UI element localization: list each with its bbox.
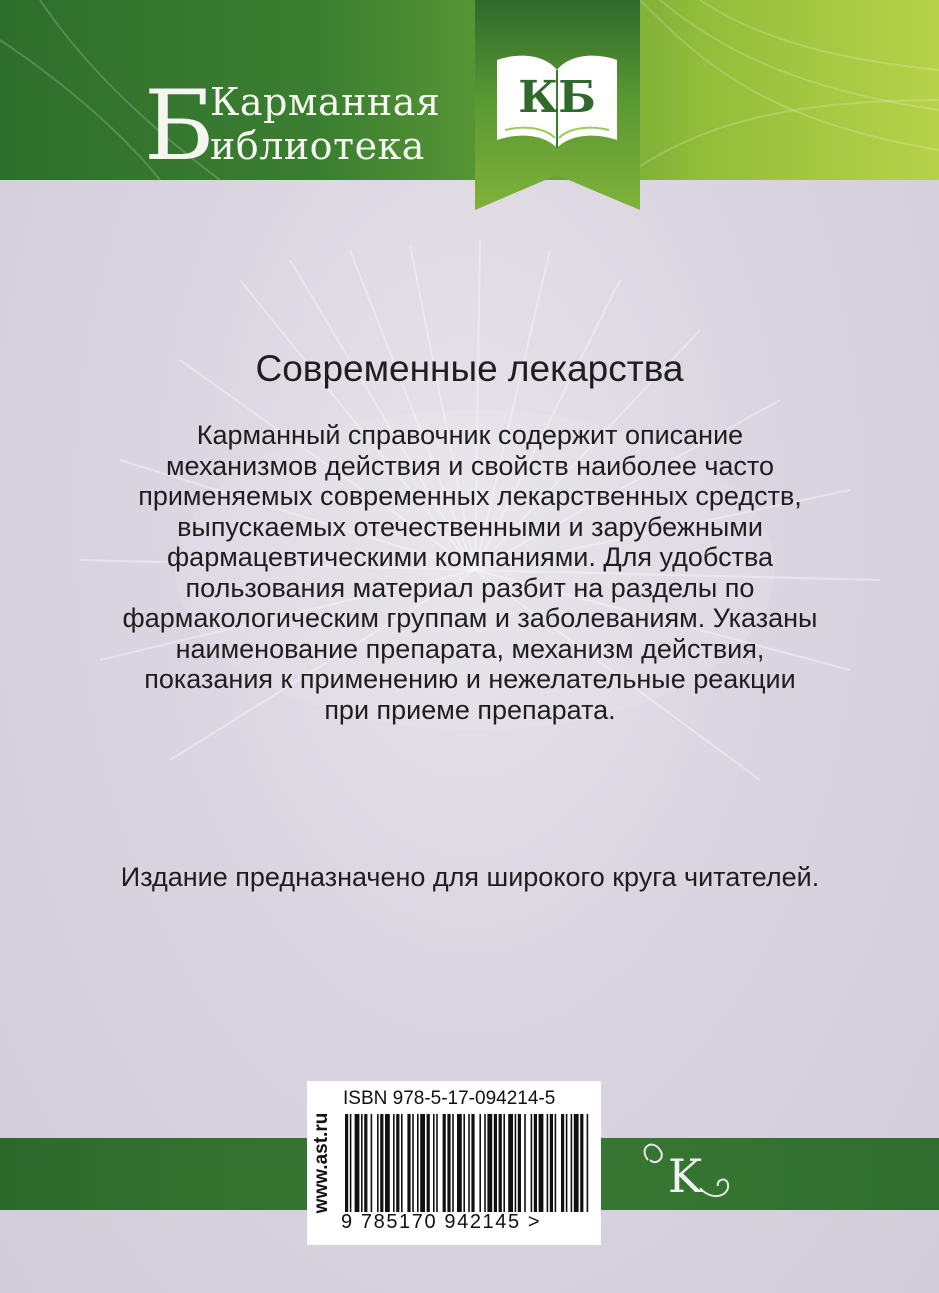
barcode-bar bbox=[580, 1114, 583, 1212]
barcode-bar bbox=[377, 1114, 379, 1212]
book-description: Карманный справочник содержит описание механизмов действия и свойств наиболее часто применяемых современных лекарственных средств, выпускаемых отечественными и зарубежными фармацевтическими компаниями. Для удобства пользования материал разбит на разделы по фармакологическим группам и заболеваниям. Указаны наименование препарата, механизм действия, показания к применению и нежелательные реакции при приеме препарата. bbox=[122, 420, 818, 725]
publisher-logo-letter: K bbox=[667, 1149, 703, 1203]
barcode-bar bbox=[396, 1114, 399, 1212]
barcode-bar bbox=[471, 1114, 474, 1212]
barcode-bar bbox=[412, 1114, 414, 1212]
barcode-bar bbox=[508, 1114, 513, 1212]
barcode-bar bbox=[433, 1114, 435, 1212]
barcode-bar bbox=[571, 1114, 573, 1212]
barcode-bar bbox=[385, 1114, 390, 1212]
series-badge bbox=[475, 0, 640, 215]
series-name-line2: иблиотека bbox=[210, 124, 425, 168]
barcode-bar bbox=[499, 1114, 502, 1212]
barcode-bar bbox=[547, 1114, 549, 1212]
barcode-bar bbox=[479, 1114, 481, 1212]
series-name-line1: Карманная bbox=[210, 80, 441, 124]
barcode-bar bbox=[561, 1114, 564, 1212]
barcode-icon bbox=[343, 1114, 593, 1212]
barcode-bar bbox=[355, 1114, 360, 1212]
series-logo bbox=[144, 64, 484, 182]
audience-note: Издание предназначено для широкого круга читателей. bbox=[120, 862, 820, 892]
barcode-bar bbox=[350, 1114, 352, 1212]
barcode-bar bbox=[447, 1114, 450, 1212]
barcode-bar bbox=[380, 1114, 383, 1212]
barcode-bar bbox=[539, 1114, 544, 1212]
barcode-bar bbox=[401, 1114, 403, 1212]
barcode-bar bbox=[427, 1114, 430, 1212]
barcode-bar bbox=[531, 1114, 533, 1212]
barcode-bar bbox=[550, 1114, 553, 1212]
website-text: www.ast.ru bbox=[311, 1112, 332, 1214]
barcode-bar bbox=[457, 1114, 462, 1212]
barcode-bar bbox=[393, 1114, 395, 1212]
barcode-bar bbox=[345, 1114, 348, 1212]
series-initial: Б bbox=[144, 70, 215, 182]
barcode-bar bbox=[555, 1114, 557, 1212]
barcode-bar bbox=[574, 1114, 579, 1212]
barcode-bar bbox=[443, 1114, 446, 1212]
barcode-bar bbox=[417, 1114, 419, 1212]
book-title: Современные лекарства bbox=[255, 348, 684, 389]
barcode-bar bbox=[452, 1114, 454, 1212]
barcode-bar bbox=[436, 1114, 438, 1212]
barcode-bar bbox=[587, 1114, 589, 1212]
barcode-bar bbox=[468, 1114, 470, 1212]
publisher-website bbox=[307, 1081, 337, 1245]
badge-letters: КБ bbox=[518, 72, 596, 123]
barcode-bar bbox=[503, 1114, 505, 1212]
barcode-bar bbox=[371, 1114, 373, 1212]
barcode-bar bbox=[407, 1114, 410, 1212]
barcode-bar bbox=[524, 1114, 526, 1212]
barcode-bar bbox=[361, 1114, 363, 1212]
barcode-bar bbox=[463, 1114, 465, 1212]
barcode-bar bbox=[518, 1114, 521, 1212]
barcode-bar bbox=[534, 1114, 537, 1212]
barcode-bar bbox=[515, 1114, 517, 1212]
barcode-bar bbox=[487, 1114, 492, 1212]
barcode-bar bbox=[566, 1114, 568, 1212]
barcode-bar bbox=[364, 1114, 367, 1212]
barcode-bar bbox=[420, 1114, 425, 1212]
barcode-bar bbox=[484, 1114, 486, 1212]
publisher-logo-icon bbox=[630, 1140, 740, 1210]
isbn-text: ISBN 978-5-17-094214-5 bbox=[343, 1088, 556, 1109]
barcode-digits: 9 785170 942145 > bbox=[341, 1211, 542, 1233]
barcode-bar bbox=[494, 1114, 497, 1212]
